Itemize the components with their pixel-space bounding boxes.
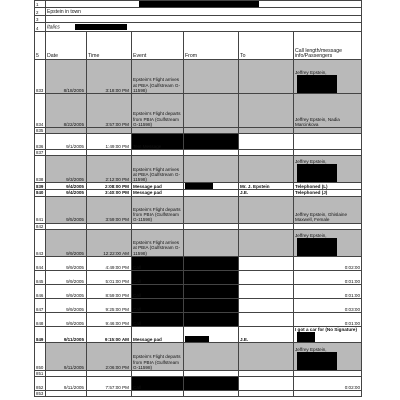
- to-cell: [239, 94, 294, 128]
- from-cell: [184, 60, 239, 94]
- event-cell-text: Epstein's Flight departs from PBIA (Gulfstream G-11598): [133, 207, 181, 223]
- date-cell-text: 9/9/2005: [66, 306, 84, 312]
- info-cell-text: Telephoned (L): [295, 184, 328, 190]
- to-cell: [239, 60, 294, 94]
- date-cell: [46, 284, 87, 298]
- date-cell-text: 9/11/2005: [63, 385, 84, 391]
- from-cell: [184, 183, 239, 190]
- row-number-text: 852: [36, 385, 44, 391]
- redaction-bar: [297, 238, 337, 256]
- table-row: [35, 60, 362, 94]
- event-cell: [132, 326, 184, 342]
- row-number-text: 841: [36, 217, 44, 223]
- event-cell: [132, 298, 184, 312]
- info-cell: [294, 270, 362, 284]
- time-cell-text: 9:46:00 PM: [105, 320, 129, 326]
- redaction-bar: [75, 24, 127, 30]
- date-cell-text: 9/3/2005: [66, 177, 84, 183]
- to-cell: [239, 343, 294, 371]
- table-row: [35, 298, 362, 312]
- event-cell: [132, 270, 184, 284]
- event-cell: [132, 391, 184, 397]
- time-cell-text: 8:59:00 PM: [105, 292, 129, 298]
- column-header-info: Call length/message info/Passengers: [294, 32, 362, 60]
- from-cell: [184, 284, 239, 298]
- event-cell-text: Epstein's Flight arrives at PBIA (Gulfstream G-11598): [133, 166, 180, 183]
- time-cell: [87, 94, 132, 128]
- row-number-text: 849: [36, 336, 44, 342]
- date-cell: [46, 183, 87, 190]
- time-cell-text: 1:49:00 PM: [105, 144, 129, 149]
- event-cell: [132, 94, 184, 128]
- date-cell: [46, 156, 87, 183]
- date-cell: [46, 343, 87, 371]
- table-row: [35, 256, 362, 270]
- table-row: [35, 312, 362, 326]
- from-cell: [184, 134, 239, 150]
- event-cell: [132, 377, 184, 391]
- row-3-content: [46, 16, 362, 23]
- time-cell: [87, 256, 132, 270]
- sheet-title: Epstein in town: [46, 8, 362, 16]
- redaction-bar: [185, 183, 213, 189]
- date-cell-text: 9/4/2005: [66, 190, 84, 196]
- event-cell: [132, 343, 184, 371]
- column-header-event: Event: [132, 32, 184, 60]
- call-log-table: [34, 0, 362, 397]
- redaction-bar: [139, 1, 259, 7]
- to-cell: [239, 270, 294, 284]
- to-cell: [239, 391, 294, 397]
- info-cell-text: Jeffrey Epstein,: [295, 159, 327, 165]
- event-cell-text: Call: [133, 264, 141, 270]
- info-cell: [294, 256, 362, 270]
- to-cell: [239, 312, 294, 326]
- info-cell: [294, 196, 362, 223]
- event-cell: [132, 196, 184, 223]
- date-cell-text: 9/9/2005: [66, 292, 84, 298]
- row-number: [35, 326, 46, 342]
- info-cell: [294, 312, 362, 326]
- time-cell-text: 12:22:00 AM: [103, 250, 129, 256]
- event-cell-text: Epstein's Flight departs from PBIA (Gulfstream G-11598): [133, 111, 181, 127]
- info-cell: [294, 94, 362, 128]
- from-cell: [184, 270, 239, 284]
- row-4: [35, 23, 362, 32]
- row-number: [35, 298, 46, 312]
- event-cell-text: Epstein's Flight arrives at PBIA (Gulfstream G-11598): [133, 240, 180, 256]
- info-cell: [294, 391, 362, 397]
- from-cell: [184, 156, 239, 183]
- date-cell-text: 8/22/2005: [63, 121, 84, 127]
- row-number-text: 850: [36, 364, 44, 370]
- italics-legend: Italics: [47, 24, 60, 31]
- from-cell: [184, 94, 239, 128]
- row-number-text: 843: [36, 250, 44, 256]
- time-cell: [87, 156, 132, 183]
- date-cell: [46, 312, 87, 326]
- row-number: [35, 94, 46, 128]
- date-cell-text: 9/1/2005: [66, 144, 84, 149]
- row-number: [35, 183, 46, 190]
- row-number-text: 844: [36, 264, 44, 270]
- event-cell-text: Message pad: [133, 184, 162, 190]
- column-header-time: Time: [87, 32, 132, 60]
- event-cell: [132, 256, 184, 270]
- row-number: [35, 377, 46, 391]
- event-cell: [132, 312, 184, 326]
- redaction-bar: [185, 336, 209, 342]
- time-cell: [87, 134, 132, 150]
- time-cell-text: 9:15:00 AM: [104, 336, 129, 342]
- row-1-content: [46, 1, 362, 8]
- row-2: [35, 8, 362, 16]
- table-row: [35, 196, 362, 223]
- info-cell-text: Jeffrey Epstein, Nadia Marcinkova: [295, 116, 340, 127]
- info-cell: [294, 298, 362, 312]
- info-cell: [294, 60, 362, 94]
- from-cell: [184, 298, 239, 312]
- event-cell: [132, 60, 184, 94]
- table-row: [35, 343, 362, 371]
- time-cell-text: 3:18:00 PM: [105, 87, 129, 93]
- redaction-bar: [297, 75, 337, 93]
- row-number: [35, 284, 46, 298]
- row-number-text: 842: [36, 223, 44, 229]
- info-cell-text: 0:02:00: [344, 264, 361, 270]
- row-number: 4: [35, 23, 46, 32]
- from-cell: [184, 326, 239, 342]
- date-cell: [46, 256, 87, 270]
- table-row: [35, 270, 362, 284]
- table-row: [35, 284, 362, 298]
- event-cell-text: Call: [133, 278, 141, 284]
- row-number-text: 846: [36, 292, 44, 298]
- event-cell-text: Message pad: [133, 336, 162, 342]
- row-number: [35, 256, 46, 270]
- row-number-text: 851: [36, 371, 44, 377]
- date-cell: [46, 377, 87, 391]
- to-cell: [239, 284, 294, 298]
- redaction-bar: [297, 352, 337, 370]
- time-cell: [87, 229, 132, 256]
- to-cell: [239, 156, 294, 183]
- from-cell: [184, 377, 239, 391]
- date-cell-text: 9/11/2005: [63, 364, 84, 370]
- column-header-from: From: [184, 32, 239, 60]
- info-cell: [294, 377, 362, 391]
- event-cell: [132, 229, 184, 256]
- to-cell: [239, 196, 294, 223]
- time-cell: [87, 298, 132, 312]
- date-cell-text: 9/9/2005: [66, 264, 84, 270]
- time-cell: [87, 284, 132, 298]
- event-cell: [132, 284, 184, 298]
- time-cell-text: 4:49:00 PM: [105, 264, 129, 270]
- info-cell-text: Jeffrey Epstein,: [295, 232, 327, 238]
- info-cell-text: Jeffrey Epstein,: [295, 69, 327, 75]
- date-cell: [46, 229, 87, 256]
- to-cell: [239, 134, 294, 150]
- row-number-text: 835: [36, 128, 44, 133]
- row-number-text: 838: [36, 177, 44, 183]
- row-number-text: 853: [36, 391, 44, 397]
- event-cell-text: Epstein's Flight departs from PBIA (Gulfstream G-11598): [133, 354, 181, 370]
- info-cell: [294, 183, 362, 190]
- event-cell-text: Call: [133, 306, 141, 312]
- from-cell: [184, 256, 239, 270]
- date-cell: [46, 270, 87, 284]
- row-number: [35, 134, 46, 150]
- date-cell-text: 8/18/2005: [63, 87, 84, 93]
- date-cell: [46, 326, 87, 342]
- date-cell-text: 9/9/2005: [66, 278, 84, 284]
- row-3: [35, 16, 362, 23]
- info-cell-text: Jeffrey Epstein, Ghislaine Maxwell, Female: [295, 212, 348, 223]
- row-number-text: 848: [36, 320, 44, 326]
- from-cell: [184, 343, 239, 371]
- to-cell: [239, 298, 294, 312]
- info-cell-text: 0:02:00: [344, 385, 361, 391]
- table-row: [35, 391, 362, 397]
- time-cell: [87, 312, 132, 326]
- info-cell-text: 0:01:00: [344, 292, 361, 298]
- table-row: [35, 134, 362, 150]
- date-cell: [46, 298, 87, 312]
- time-cell-text: 2:08:00 PM: [104, 184, 129, 190]
- time-cell-text: 9:25:00 PM: [105, 306, 129, 312]
- info-cell: [294, 284, 362, 298]
- row-number: [35, 60, 46, 94]
- info-cell-text: 0:03:00: [344, 306, 361, 312]
- to-cell: [239, 229, 294, 256]
- info-cell: [294, 229, 362, 256]
- event-cell-text: Epstein's Flight arrives at PBIA (Gulfstream G-11598): [133, 77, 180, 93]
- row-4-content: [46, 23, 362, 32]
- date-cell: [46, 134, 87, 150]
- event-cell-text: Text Message: [133, 144, 162, 149]
- to-cell: [239, 183, 294, 190]
- row-number: [35, 270, 46, 284]
- row-number: 5: [35, 32, 46, 60]
- time-cell-text: 3:57:00 PM: [105, 121, 129, 127]
- row-number: [35, 156, 46, 183]
- event-cell-text: Message pad: [133, 190, 162, 196]
- info-cell-text: 0:01:00: [344, 320, 361, 326]
- row-number-text: 837: [36, 150, 44, 156]
- header-row: [35, 32, 362, 60]
- date-cell: [46, 391, 87, 397]
- time-cell-text: 3:40:00 PM: [104, 190, 129, 196]
- info-cell: [294, 343, 362, 371]
- date-cell-text: 9/9/2005: [66, 250, 84, 256]
- row-number-text: 833: [36, 87, 44, 93]
- date-cell-text: 9/4/2005: [66, 184, 84, 190]
- info-cell: [294, 134, 362, 150]
- row-number: 1: [35, 1, 46, 8]
- redaction-bar: [297, 332, 315, 342]
- time-cell-text: 2:12:00 PM: [105, 177, 129, 183]
- date-cell: [46, 94, 87, 128]
- date-cell-text: 9/11/2005: [63, 336, 84, 342]
- info-cell-text: Telephoned (J): [295, 190, 328, 196]
- column-header-to: To: [239, 32, 294, 60]
- table-row: [35, 94, 362, 128]
- time-cell: [87, 343, 132, 371]
- to-cell: [239, 326, 294, 342]
- row-number: [35, 229, 46, 256]
- date-cell-text: 9/9/2005: [66, 320, 84, 326]
- row-number: [35, 196, 46, 223]
- time-cell-text: 7:57:00 PM: [105, 385, 129, 391]
- to-cell-text: J.E.: [240, 336, 249, 342]
- time-cell: [87, 391, 132, 397]
- row-number-text: 839: [36, 184, 44, 190]
- event-cell: [132, 156, 184, 183]
- redaction-bar: [297, 164, 337, 182]
- row-number: [35, 391, 46, 397]
- column-header-date: Date: [46, 32, 87, 60]
- from-cell: [184, 196, 239, 223]
- row-number: 2: [35, 8, 46, 16]
- row-1: [35, 1, 362, 8]
- date-cell-text: 9/5/2005: [66, 217, 84, 223]
- time-cell: [87, 183, 132, 190]
- from-cell: [184, 312, 239, 326]
- row-number-text: 834: [36, 121, 44, 127]
- date-cell: [46, 60, 87, 94]
- table-row: [35, 229, 362, 256]
- time-cell: [87, 60, 132, 94]
- event-cell: [132, 134, 184, 150]
- table-row: [35, 326, 362, 342]
- time-cell-text: 2:06:00 PM: [105, 364, 129, 370]
- info-cell-text: 0:01:00: [344, 278, 361, 284]
- table-row: [35, 377, 362, 391]
- to-cell: [239, 377, 294, 391]
- event-cell: [132, 183, 184, 190]
- event-cell-text: Call: [133, 292, 141, 298]
- row-number-text: 847: [36, 306, 44, 312]
- time-cell-text: 5:01:00 PM: [105, 278, 129, 284]
- row-number-text: 845: [36, 278, 44, 284]
- to-cell-text: Mr. J. Epstein: [240, 184, 270, 190]
- time-cell: [87, 377, 132, 391]
- row-number-text: 836: [36, 144, 44, 149]
- info-cell: [294, 156, 362, 183]
- spreadsheet: [34, 0, 361, 397]
- from-cell: [184, 391, 239, 397]
- from-cell: [184, 229, 239, 256]
- time-cell: [87, 326, 132, 342]
- info-cell-text: I got a car for (No Signature): [295, 326, 358, 332]
- to-cell: [239, 256, 294, 270]
- row-number: [35, 312, 46, 326]
- info-cell: [294, 326, 362, 342]
- event-cell-text: Call: [133, 385, 141, 391]
- time-cell-text: 3:59:00 PM: [105, 217, 129, 223]
- to-cell-text: J.E.: [240, 190, 249, 196]
- info-cell-text: Jeffrey Epstein,: [295, 346, 327, 352]
- table-row: [35, 183, 362, 190]
- time-cell: [87, 196, 132, 223]
- date-cell: [46, 196, 87, 223]
- table-row: [35, 156, 362, 183]
- row-number: 3: [35, 16, 46, 23]
- row-number: [35, 343, 46, 371]
- time-cell: [87, 270, 132, 284]
- event-cell-text: Call: [133, 320, 141, 326]
- row-number-text: 840: [36, 190, 44, 196]
